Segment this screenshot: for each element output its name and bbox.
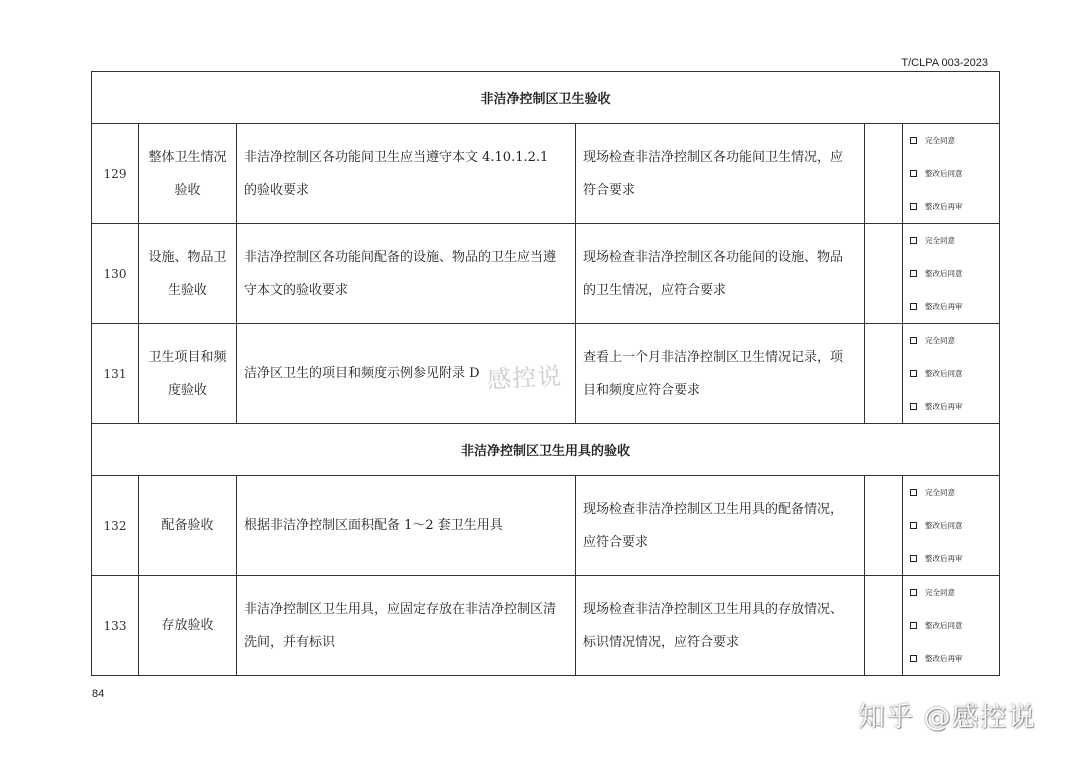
- text-line: 现场检查非洁净控制区各功能间卫生情况，应: [583, 149, 844, 165]
- review-option[interactable]: [903, 224, 999, 257]
- item-requirement: [237, 476, 576, 576]
- text-line: 整体卫生情况: [148, 149, 227, 165]
- text-line: 的验收要求: [244, 182, 310, 198]
- text-line: 现场检查非洁净控制区卫生用具的配备情况，: [583, 501, 844, 517]
- option-label: 整改后同意: [925, 169, 963, 178]
- option-label: 整改后再审: [925, 202, 963, 211]
- text-line: 生验收: [167, 282, 207, 298]
- review-option[interactable]: [903, 324, 999, 357]
- review-option[interactable]: [903, 509, 999, 542]
- result-blank-cell: [865, 224, 903, 324]
- item-number: 132: [92, 476, 139, 576]
- section-header-row: [92, 424, 1000, 476]
- document-code: T/CLPA 003-2023: [901, 57, 988, 69]
- checkbox-icon[interactable]: [910, 522, 917, 529]
- option-label: 整改后再审: [925, 654, 963, 663]
- text-line: 洗间，并有标识: [244, 634, 336, 650]
- item-check-method: [576, 476, 865, 576]
- item-name: [139, 124, 237, 224]
- option-label: 完全同意: [925, 136, 955, 145]
- item-number: 129: [92, 124, 139, 224]
- review-option[interactable]: [903, 257, 999, 290]
- checkbox-icon[interactable]: [910, 203, 917, 210]
- item-requirement: [237, 224, 576, 324]
- item-check-method: [576, 576, 865, 676]
- review-option[interactable]: [903, 124, 999, 157]
- option-label: 整改后同意: [925, 621, 963, 630]
- text-line: 标识情况情况，应符合要求: [583, 634, 740, 650]
- option-label: 完全同意: [925, 588, 955, 597]
- text-line: 验收: [174, 182, 201, 198]
- review-options: [903, 324, 1000, 424]
- text-line: 现场检查非洁净控制区各功能间的设施、物品: [583, 249, 844, 265]
- checkbox-icon[interactable]: [910, 337, 917, 344]
- review-options: [903, 124, 1000, 224]
- item-name: [139, 324, 237, 424]
- option-label: 完全同意: [925, 488, 955, 497]
- review-option[interactable]: [903, 542, 999, 575]
- result-blank-cell: [865, 576, 903, 676]
- option-label: 完全同意: [925, 236, 955, 245]
- review-option[interactable]: [903, 390, 999, 423]
- text-line: 卫生项目和频: [148, 349, 227, 365]
- review-option[interactable]: [903, 190, 999, 223]
- item-name: [139, 476, 237, 576]
- checkbox-icon[interactable]: [910, 403, 917, 410]
- text-line: 守本文的验收要求: [244, 282, 349, 298]
- option-label: 完全同意: [925, 336, 955, 345]
- item-number: 130: [92, 224, 139, 324]
- item-name: [139, 576, 237, 676]
- item-name: [139, 224, 237, 324]
- review-option[interactable]: [903, 576, 999, 609]
- option-label: 整改后同意: [925, 269, 963, 278]
- checkbox-icon[interactable]: [910, 370, 917, 377]
- review-option[interactable]: [903, 642, 999, 675]
- text-line: 应符合要求: [583, 534, 649, 550]
- section-title: 非洁净控制区卫生验收: [92, 72, 1000, 124]
- checkbox-icon[interactable]: [910, 489, 917, 496]
- review-options: [903, 476, 1000, 576]
- checkbox-icon[interactable]: [910, 655, 917, 662]
- text-line: 度验收: [167, 382, 207, 398]
- review-options: [903, 224, 1000, 324]
- checkbox-icon[interactable]: [910, 303, 917, 310]
- review-option[interactable]: [903, 290, 999, 323]
- option-label: 整改后同意: [925, 369, 963, 378]
- text-line: 洁净区卫生的项目和频度示例参见附录 D: [244, 366, 480, 381]
- text-line: 目和频度应符合要求: [583, 382, 701, 398]
- text-line: 符合要求: [583, 182, 636, 198]
- item-number: 131: [92, 324, 139, 424]
- item-requirement: [237, 576, 576, 676]
- watermark-corner: 知乎 @感控说: [858, 702, 1036, 733]
- watermark-center: 感控说: [486, 362, 563, 394]
- checkbox-icon[interactable]: [910, 555, 917, 562]
- review-option[interactable]: [903, 476, 999, 509]
- checkbox-icon[interactable]: [910, 622, 917, 629]
- text-line: 非洁净控制区各功能间卫生应当遵守本文 4.10.1.2.1: [244, 149, 549, 165]
- text-line: 的卫生情况，应符合要求: [583, 282, 727, 298]
- section-title: 非洁净控制区卫生用具的验收: [92, 424, 1000, 476]
- review-option[interactable]: [903, 357, 999, 390]
- table-row: [92, 224, 1000, 324]
- table-row: [92, 476, 1000, 576]
- table-row: [92, 576, 1000, 676]
- text-line: 设施、物品卫: [148, 249, 227, 265]
- result-blank-cell: [865, 324, 903, 424]
- review-option[interactable]: [903, 609, 999, 642]
- result-blank-cell: [865, 476, 903, 576]
- item-requirement: [237, 124, 576, 224]
- text-line: 非洁净控制区各功能间配备的设施、物品的卫生应当遵: [244, 249, 557, 265]
- option-label: 整改后再审: [925, 554, 963, 563]
- option-label: 整改后同意: [925, 521, 963, 530]
- option-label: 整改后再审: [925, 402, 963, 411]
- item-check-method: [576, 324, 865, 424]
- table-row: [92, 124, 1000, 224]
- checkbox-icon[interactable]: [910, 137, 917, 144]
- item-check-method: [576, 224, 865, 324]
- text-line: 存放验收: [161, 618, 214, 633]
- item-number: 133: [92, 576, 139, 676]
- option-label: 整改后再审: [925, 302, 963, 311]
- text-line: 配备验收: [161, 518, 214, 533]
- text-line: 现场检查非洁净控制区卫生用具的存放情况、: [583, 601, 844, 617]
- checkbox-icon[interactable]: [910, 270, 917, 277]
- page-number: 84: [92, 688, 105, 700]
- checkbox-icon[interactable]: [910, 170, 917, 177]
- checkbox-icon[interactable]: [910, 237, 917, 244]
- checkbox-icon[interactable]: [910, 589, 917, 596]
- text-line: 根据非洁净控制区面积配备 1～2 套卫生用具: [244, 518, 503, 533]
- review-option[interactable]: [903, 157, 999, 190]
- section-header-row: [92, 72, 1000, 124]
- item-check-method: [576, 124, 865, 224]
- result-blank-cell: [865, 124, 903, 224]
- review-options: [903, 576, 1000, 676]
- text-line: 非洁净控制区卫生用具，应固定存放在非洁净控制区清: [244, 601, 557, 617]
- text-line: 查看上一个月非洁净控制区卫生情况记录，项: [583, 349, 844, 365]
